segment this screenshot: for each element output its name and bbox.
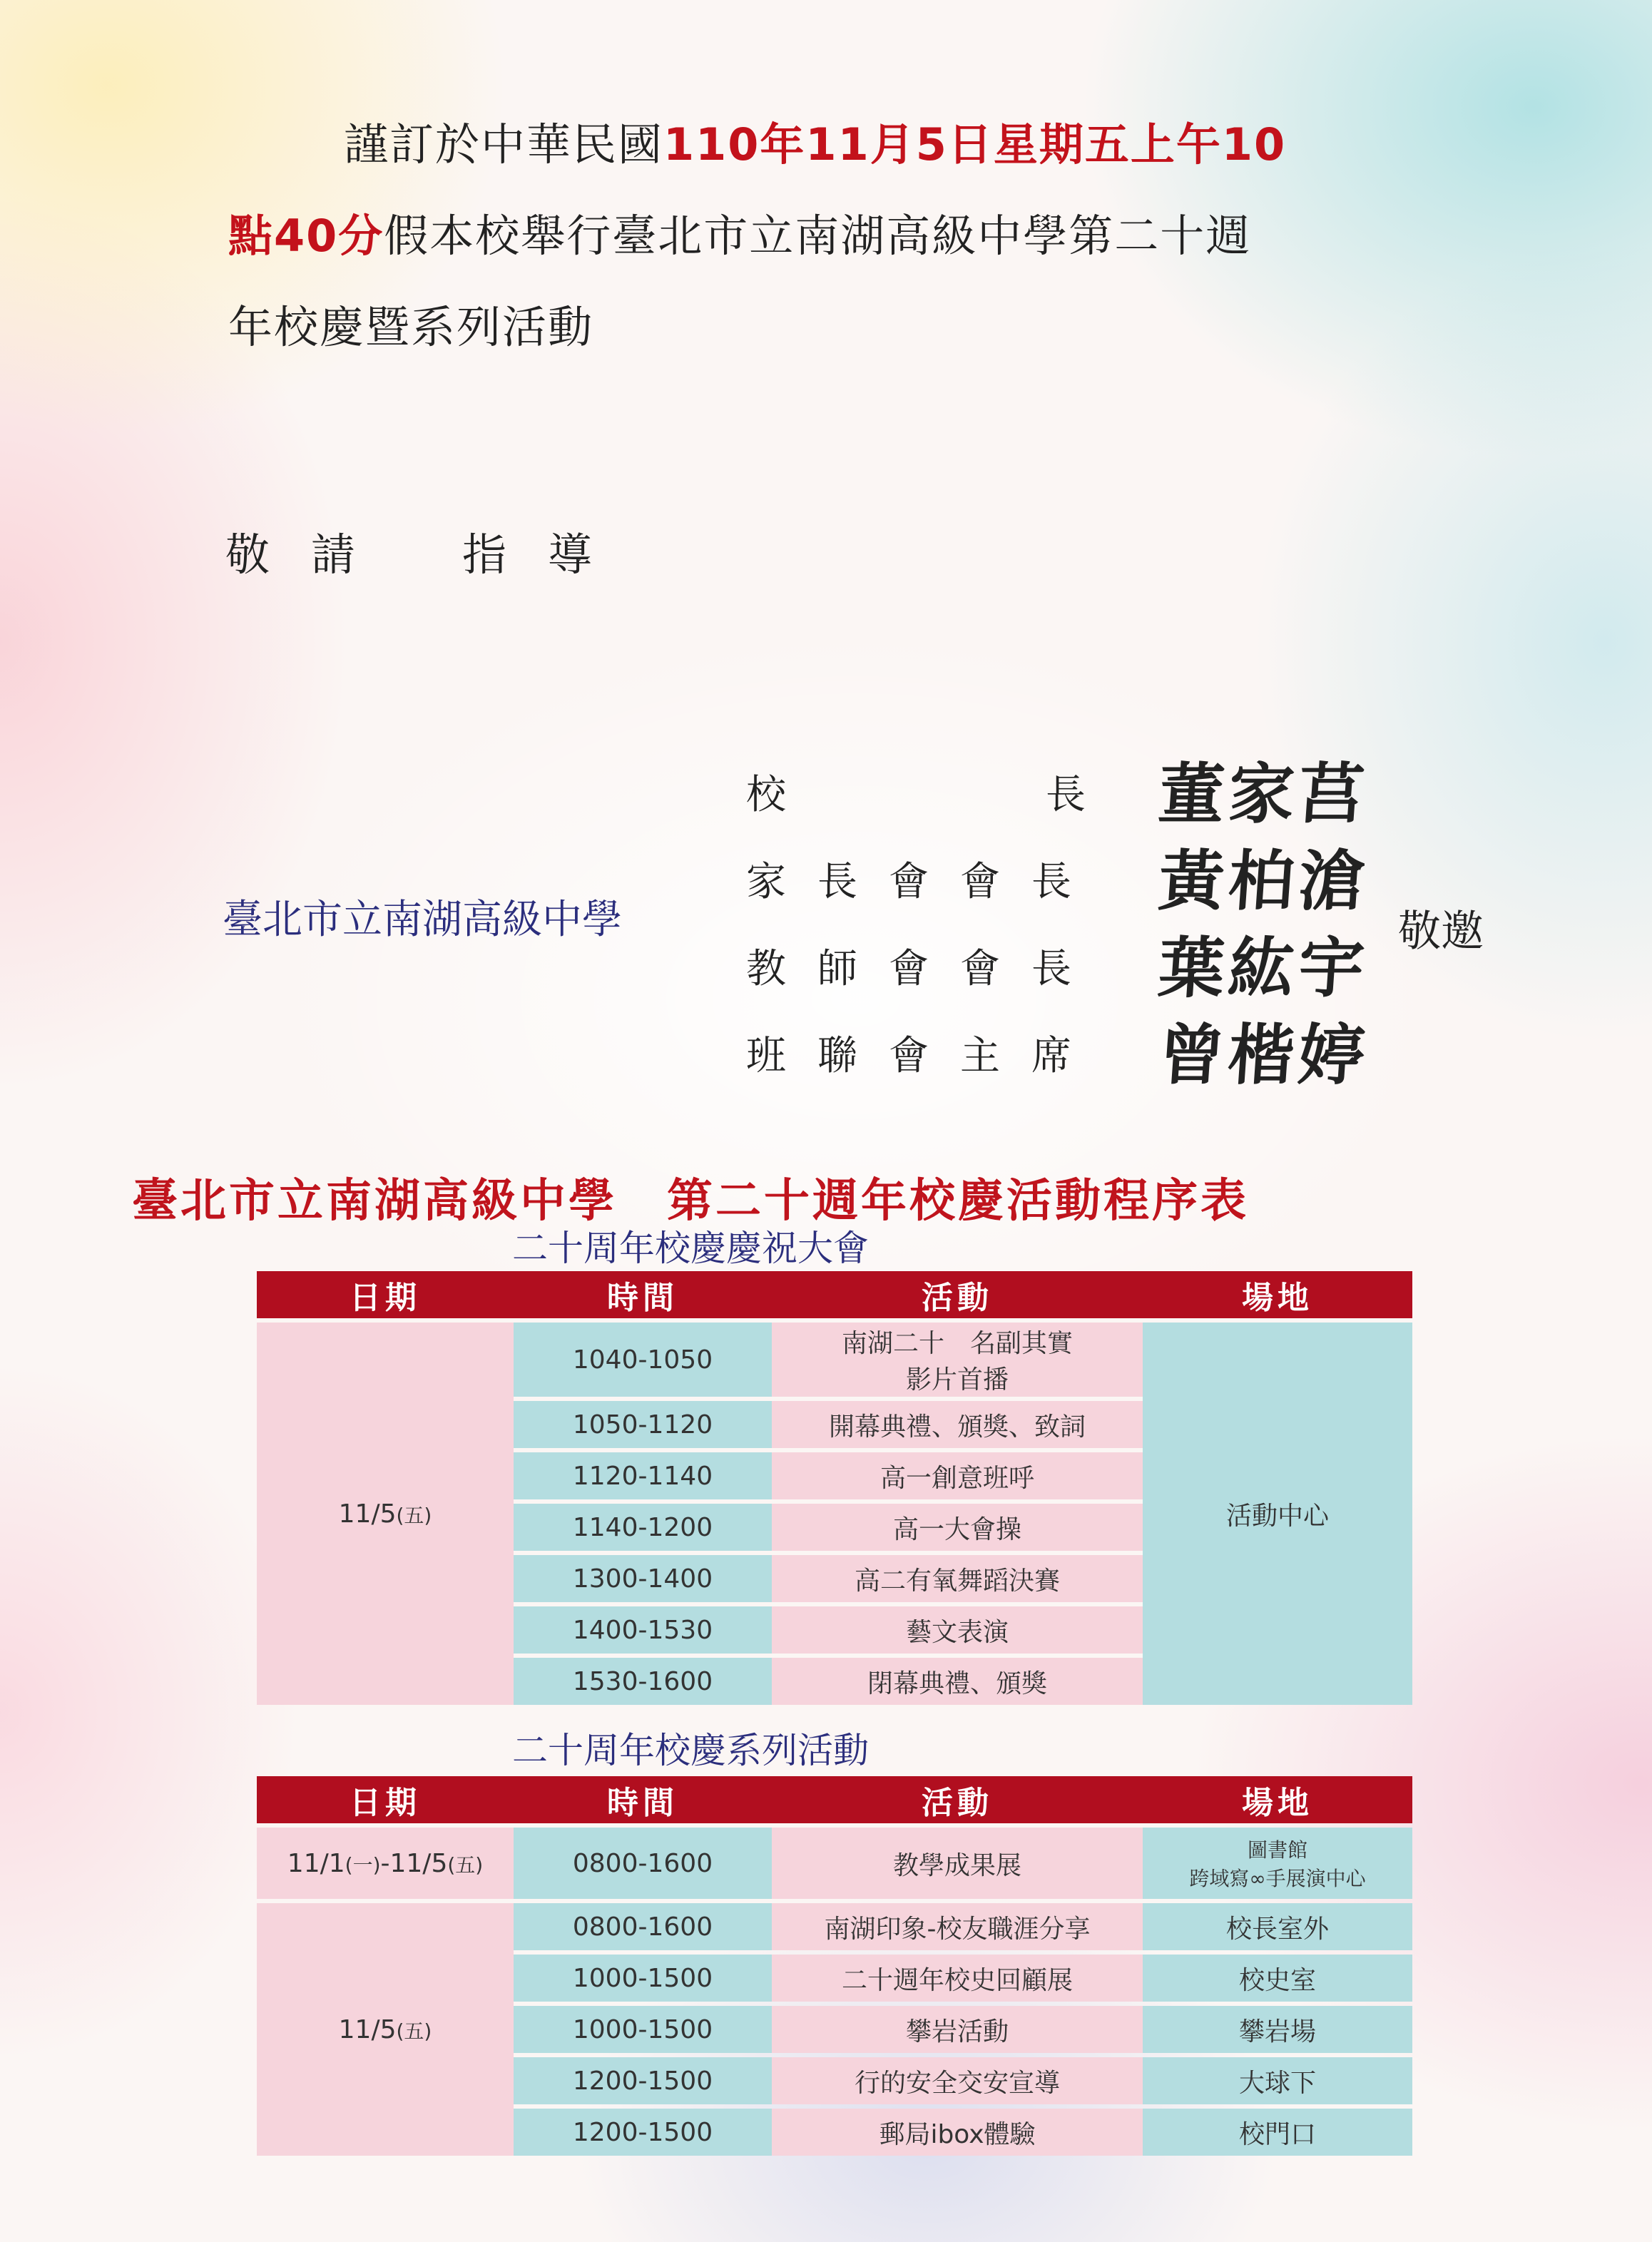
venue-text: 圖書館 bbox=[1247, 1838, 1307, 1862]
header-time: 時間 bbox=[514, 1271, 772, 1318]
name-principal: 董家莒 bbox=[1156, 755, 1372, 832]
header-date: 日期 bbox=[257, 1271, 514, 1318]
weekday: (五) bbox=[396, 2019, 432, 2043]
table-header-row bbox=[257, 1776, 1412, 1823]
closing-char: 指 bbox=[462, 529, 509, 581]
ceremony-table bbox=[257, 1267, 1412, 1709]
role-principal bbox=[746, 763, 1103, 818]
date-dash: - bbox=[380, 1848, 390, 1878]
date-cell bbox=[257, 1903, 514, 2156]
table-row bbox=[257, 1323, 1412, 1397]
schedule-title-school: 臺北市立南湖高級中學 bbox=[132, 1175, 617, 1228]
time-cell: 1120-1140 bbox=[514, 1452, 772, 1499]
intro-text: 年校慶暨系列活動 bbox=[228, 301, 594, 353]
activity-cell: 教學成果展 bbox=[772, 1828, 1143, 1899]
name-teachers: 葉紘宇 bbox=[1156, 929, 1372, 1007]
header-date: 日期 bbox=[257, 1776, 514, 1823]
activity-cell: 開幕典禮、頒獎、致詞 bbox=[772, 1401, 1143, 1448]
venue-cell: 校史室 bbox=[1143, 1955, 1412, 2002]
time-cell: 1140-1200 bbox=[514, 1504, 772, 1551]
closing-salutation bbox=[225, 519, 593, 583]
header-activity: 活動 bbox=[772, 1271, 1143, 1318]
activity-cell bbox=[772, 1323, 1143, 1397]
time-cell: 1000-1500 bbox=[514, 1955, 772, 2002]
invite-text: 敬邀 bbox=[1398, 907, 1484, 957]
venue-cell: 攀岩場 bbox=[1143, 2006, 1412, 2053]
name-parents: 黃柏滄 bbox=[1156, 842, 1372, 919]
venue-cell: 大球下 bbox=[1143, 2057, 1412, 2104]
closing-char: 敬 bbox=[225, 529, 272, 581]
time-cell: 1400-1530 bbox=[514, 1606, 772, 1654]
date-value: 11/5 bbox=[389, 1848, 448, 1878]
activity-cell: 行的安全交安宣導 bbox=[772, 2057, 1143, 2104]
intro-line-2 bbox=[228, 210, 1252, 262]
table-header-row bbox=[257, 1271, 1412, 1318]
venue-cell: 校門口 bbox=[1143, 2109, 1412, 2156]
role-char: 長 bbox=[1046, 772, 1086, 818]
venue-cell: 活動中心 bbox=[1143, 1323, 1412, 1705]
activity-cell: 高一創意班呼 bbox=[772, 1452, 1143, 1499]
activity-cell: 閉幕典禮、頒獎 bbox=[772, 1658, 1143, 1705]
schedule-title-name: 第二十週年校慶活動程序表 bbox=[667, 1175, 1249, 1228]
table2-title: 二十周年校慶系列活動 bbox=[512, 1730, 869, 1771]
activity-cell: 高二有氧舞蹈決賽 bbox=[772, 1555, 1143, 1602]
table-row bbox=[257, 1828, 1412, 1899]
name-students: 曾楷婷 bbox=[1156, 1016, 1372, 1094]
series-table bbox=[257, 1772, 1412, 2160]
role-students: 班聯會主席 bbox=[746, 1033, 1103, 1079]
date-value: 11/5 bbox=[338, 2014, 397, 2044]
header-venue: 場地 bbox=[1143, 1776, 1412, 1823]
host-school: 臺北市立南湖高級中學 bbox=[223, 897, 622, 943]
closing-char: 請 bbox=[311, 529, 357, 581]
activity-text: 影片首播 bbox=[905, 1365, 1009, 1395]
role-teachers: 教師會會長 bbox=[746, 946, 1103, 992]
weekday: (五) bbox=[396, 1503, 432, 1527]
date-cell bbox=[257, 1323, 514, 1705]
intro-text: 假本校舉行臺北市立南湖高級中學第二十週 bbox=[384, 210, 1252, 262]
activity-cell: 攀岩活動 bbox=[772, 2006, 1143, 2053]
time-cell: 1300-1400 bbox=[514, 1555, 772, 1602]
intro-line-3 bbox=[228, 301, 594, 353]
activity-cell: 郵局ibox體驗 bbox=[772, 2109, 1143, 2156]
table-row bbox=[257, 1903, 1412, 1950]
event-time: 點40分 bbox=[228, 210, 384, 262]
time-cell: 0800-1600 bbox=[514, 1828, 772, 1899]
intro-line-1 bbox=[344, 118, 1287, 170]
venue-text: 跨域寫∞手展演中心 bbox=[1189, 1867, 1366, 1890]
event-datetime: 110年11月5日星期五上午10 bbox=[663, 118, 1287, 170]
activity-cell: 高一大會操 bbox=[772, 1504, 1143, 1551]
time-cell: 0800-1600 bbox=[514, 1903, 772, 1950]
time-cell: 1040-1050 bbox=[514, 1323, 772, 1397]
venue-cell bbox=[1143, 1828, 1412, 1899]
venue-cell: 校長室外 bbox=[1143, 1903, 1412, 1950]
activity-cell: 南湖印象-校友職涯分享 bbox=[772, 1903, 1143, 1950]
intro-text: 謹訂於中華民國 bbox=[344, 118, 664, 170]
time-cell: 1200-1500 bbox=[514, 2057, 772, 2104]
date-range-cell bbox=[257, 1828, 514, 1899]
closing-char: 導 bbox=[548, 529, 594, 581]
table1-title: 二十周年校慶慶祝大會 bbox=[512, 1228, 869, 1269]
header-venue: 場地 bbox=[1143, 1271, 1412, 1318]
activity-cell: 二十週年校史回顧展 bbox=[772, 1955, 1143, 2002]
time-cell: 1000-1500 bbox=[514, 2006, 772, 2053]
weekday: (一) bbox=[345, 1853, 381, 1877]
time-cell: 1050-1120 bbox=[514, 1401, 772, 1448]
role-char: 校 bbox=[746, 772, 786, 818]
weekday: (五) bbox=[447, 1853, 484, 1877]
activity-text: 南湖二十 名副其實 bbox=[841, 1329, 1073, 1358]
role-parents: 家長會會長 bbox=[746, 859, 1103, 905]
header-time: 時間 bbox=[514, 1776, 772, 1823]
header-activity: 活動 bbox=[772, 1776, 1143, 1823]
activity-cell: 藝文表演 bbox=[772, 1606, 1143, 1654]
date-value: 11/5 bbox=[338, 1499, 397, 1529]
date-value: 11/1 bbox=[287, 1848, 345, 1878]
time-cell: 1200-1500 bbox=[514, 2109, 772, 2156]
time-cell: 1530-1600 bbox=[514, 1658, 772, 1705]
